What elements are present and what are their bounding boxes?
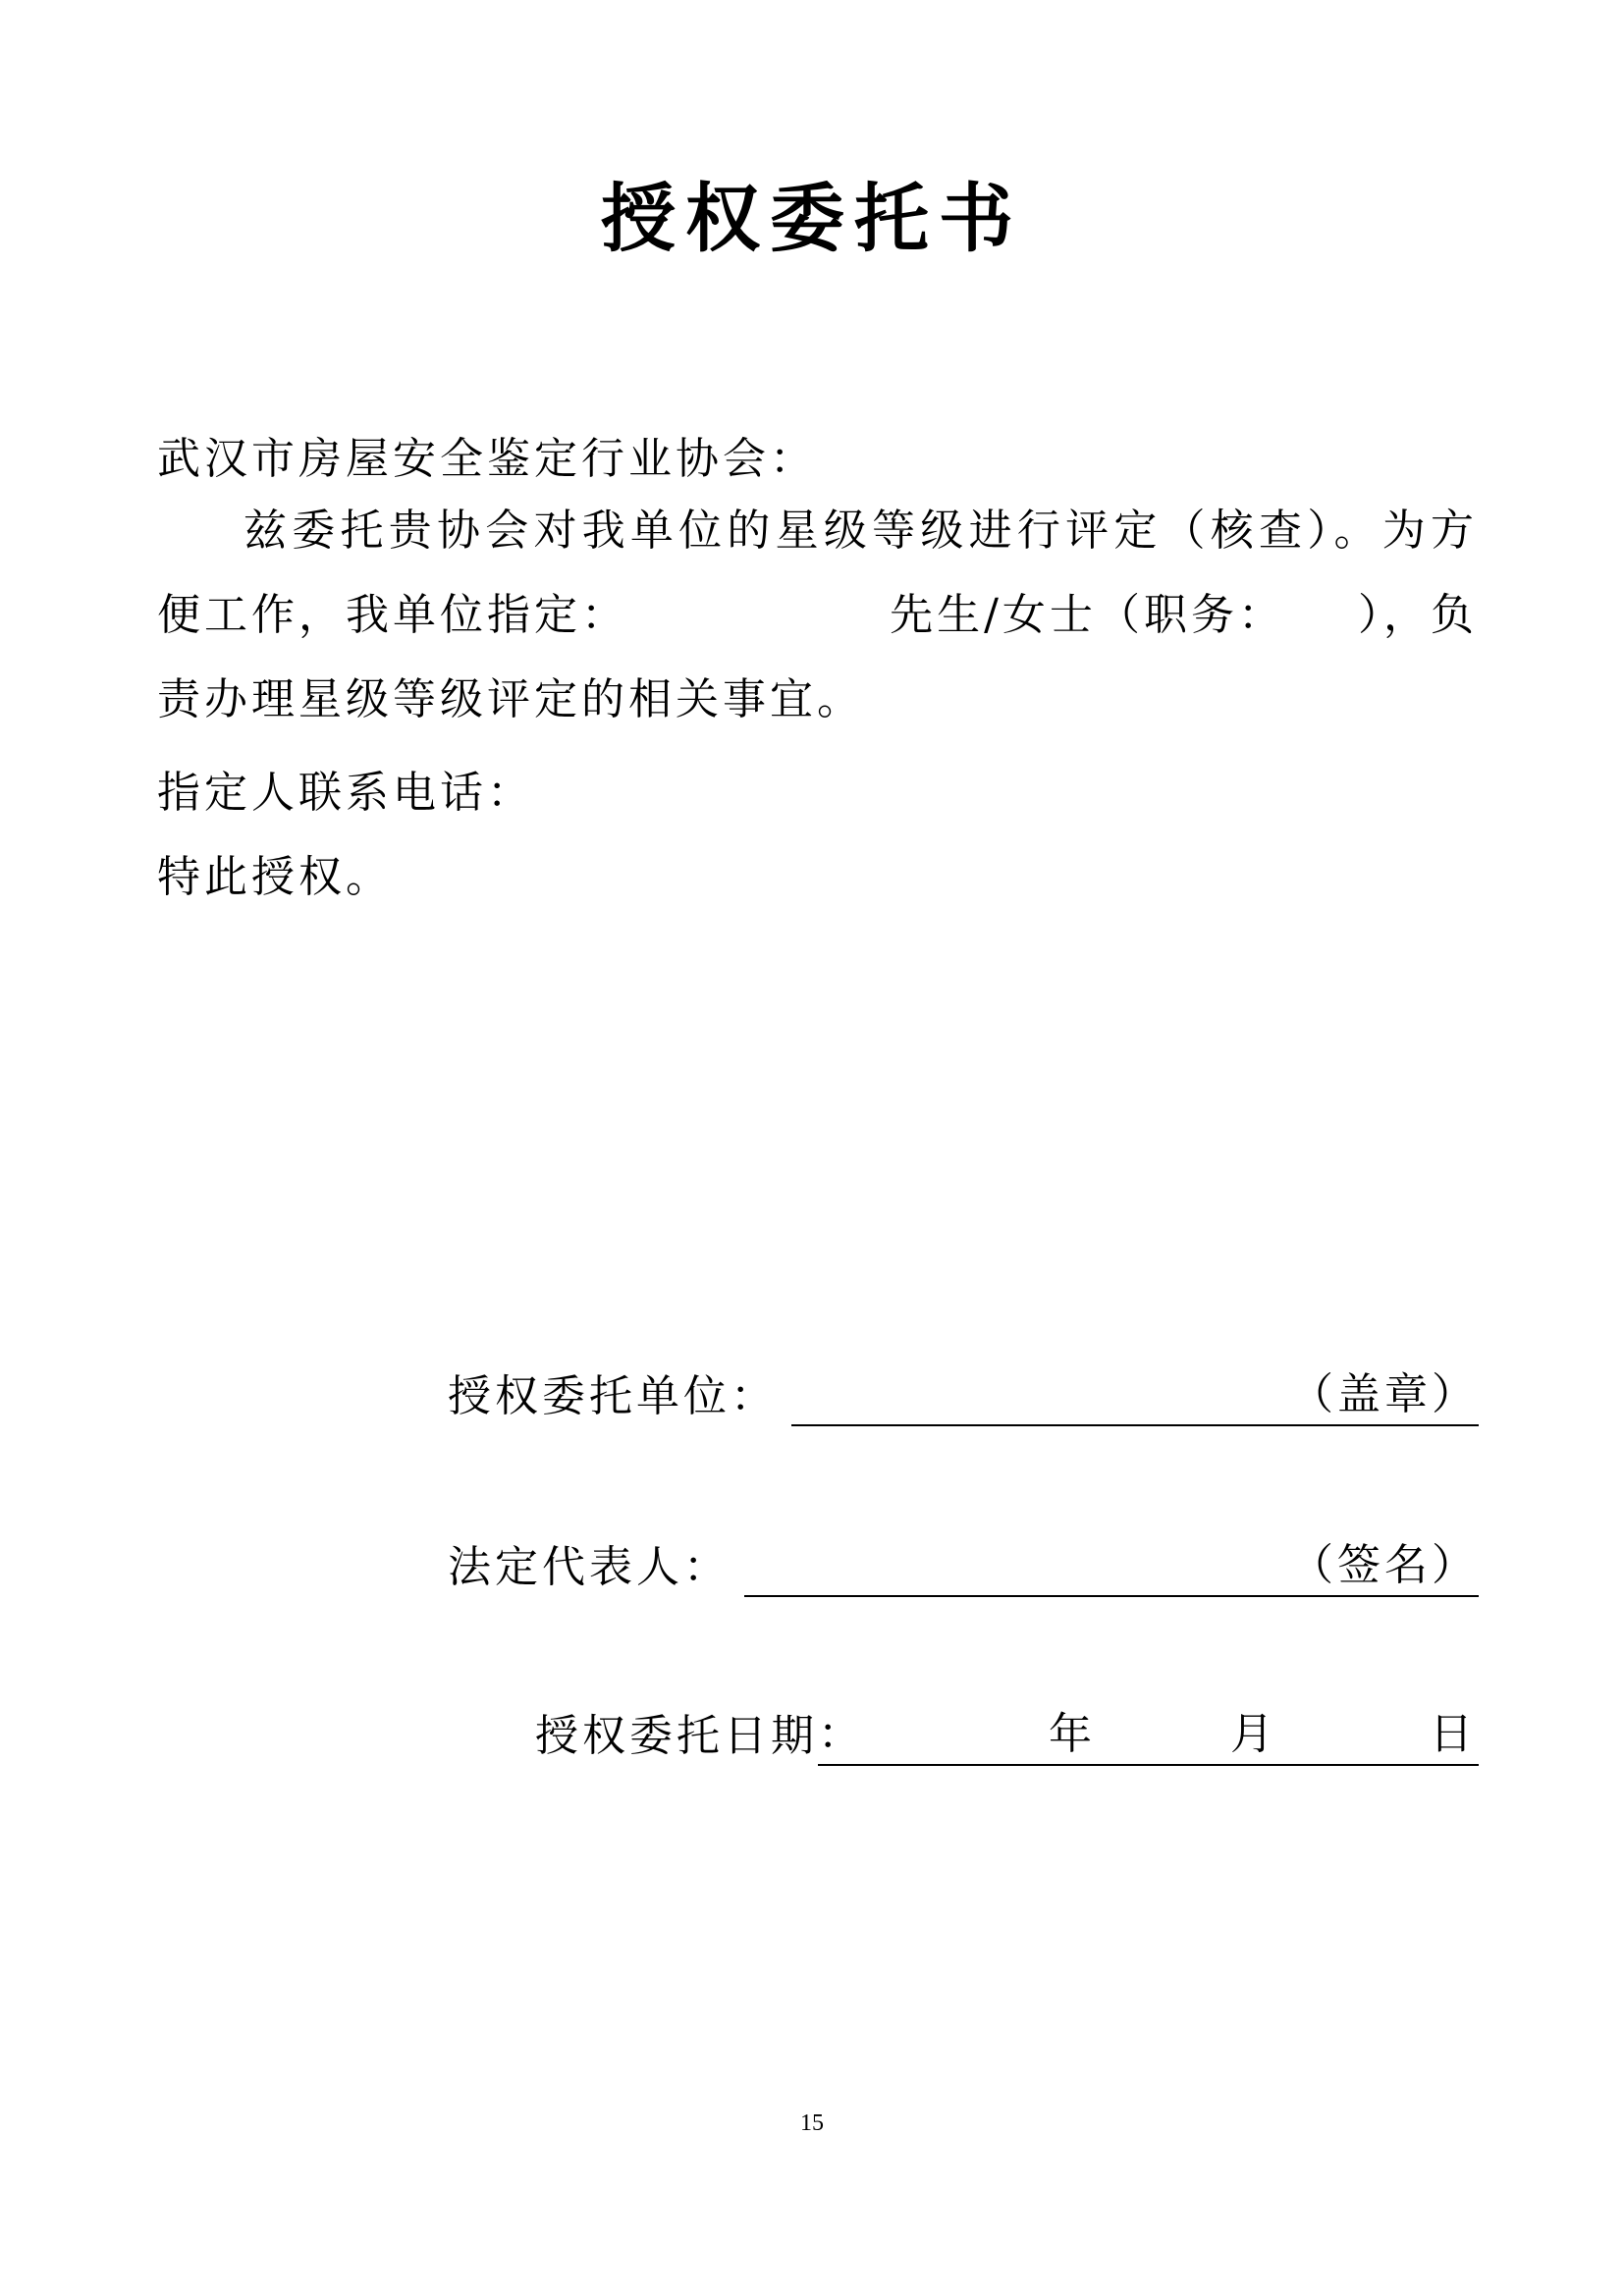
legal-representative-field[interactable] [744, 1538, 1479, 1597]
authorizing-unit-field[interactable] [791, 1367, 1479, 1426]
authorizing-unit-label: 授权委托单位： [448, 1371, 778, 1421]
month-label: 月 [1230, 1709, 1277, 1759]
date-colon: ： [818, 1709, 865, 1759]
document-title: 授权委托书 [601, 175, 1023, 262]
closing-line: 特此授权。 [157, 852, 393, 902]
authorization-date-row [535, 1697, 1479, 1766]
body-paragraph: 兹委托贵协会对我单位的星级等级进行评定（核查）。为方便工作，我单位指定： 先生/女士（职务： ），负责办理星级等级评定的相关事宜。 [157, 506, 1478, 724]
year-label: 年 [1049, 1709, 1096, 1759]
signature-note: （签名） [1290, 1540, 1479, 1590]
contact-phone-line: 指定人联系电话： [157, 768, 534, 818]
addressee: 武汉市房屋安全鉴定行业协会： [157, 434, 817, 484]
authorization-date-label: 授权委托日期 [535, 1711, 818, 1761]
seal-note: （盖章） [1290, 1369, 1479, 1419]
page-number: 15 [800, 2110, 824, 2136]
legal-representative-row [448, 1528, 1479, 1597]
day-label: 日 [1430, 1709, 1477, 1759]
authorizing-unit-row [448, 1358, 1479, 1426]
authorization-date-field[interactable] [818, 1707, 1479, 1766]
legal-representative-label: 法定代表人： [448, 1542, 731, 1592]
